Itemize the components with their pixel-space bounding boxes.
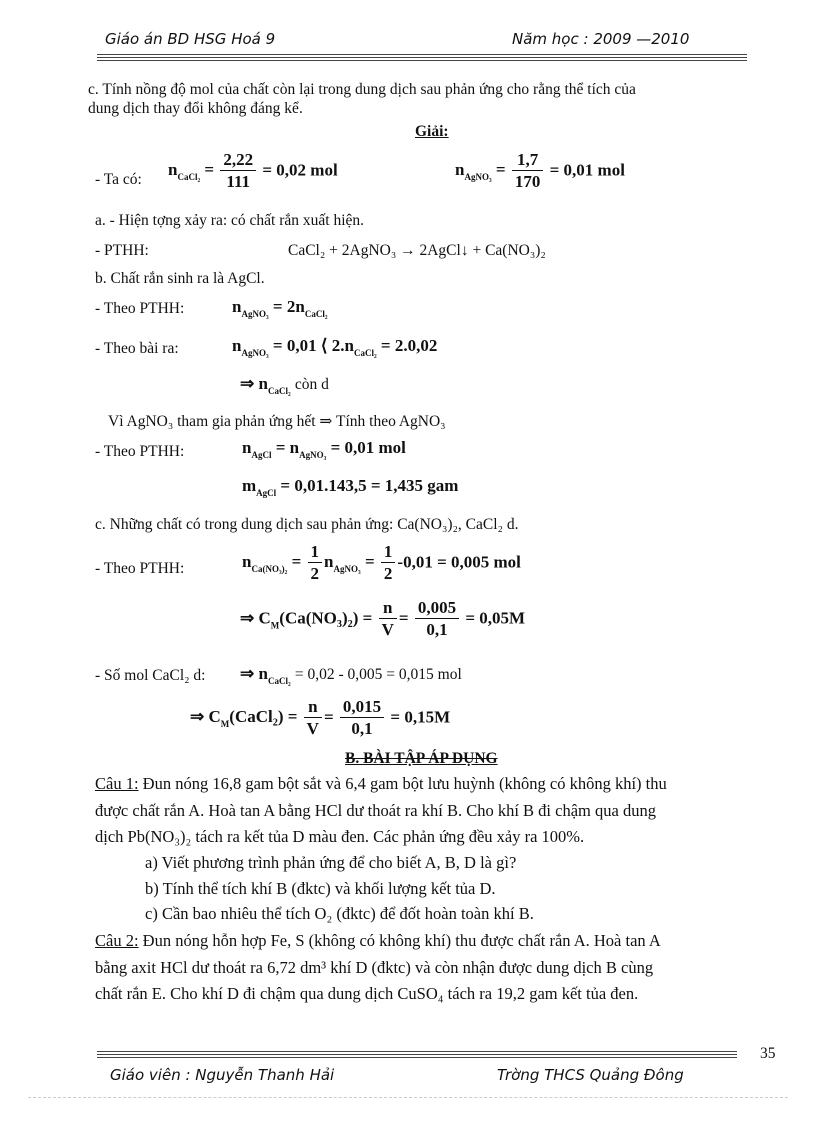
header-rule-3	[97, 60, 747, 61]
theo-pthh-label-2: - Theo PTHH:	[95, 443, 185, 460]
theo-pthh-expr-1: $n_{AgNO_3} = 2n_{CaCl_2}$	[232, 297, 328, 319]
theo-pthh-label-3: - Theo PTHH:	[95, 560, 185, 577]
cau1-item-a: a) Viết phương trình phản ứng để cho biết A, B, D là gì?	[145, 853, 517, 872]
exercises-heading: B. BÀI TẬP ÁP DỤNG	[345, 750, 498, 767]
header-left: Giáo án BD HSG Hoá 9	[105, 30, 276, 48]
vi-line: Vì AgNO₃ tham gia phản ứng hết ⇒ Tính theo AgNO₃	[108, 413, 446, 430]
footer-right: Trờng THCS Quảng Đông	[497, 1066, 684, 1084]
n-cacl2-fraction: $\frac{2,22}{111}$	[220, 150, 256, 193]
cau2-line-2: bằng axit HCl dư thoát ra 6,72 dm³ khí D (đktc) và còn nhận được dung dịch B cùng	[95, 958, 654, 977]
part-c-line-1: c. Tính nồng độ mol của chất còn lại trong dung dịch sau phản ứng cho rằng thể tích của	[88, 81, 636, 98]
cau2-label: Câu 2:	[95, 931, 139, 950]
con-du-line: ⇒ $n_{CaCl_2}$ còn d	[240, 374, 329, 396]
ta-co-label: - Ta có:	[95, 171, 142, 188]
header-right: Năm học : 2009 —2010	[512, 30, 690, 48]
pthh-label: - PTHH:	[95, 242, 149, 259]
part-b-line: b. Chất rắn sinh ra là AgCl.	[95, 270, 265, 287]
part-c2-line: c. Những chất có trong dung dịch sau phản ứng: Ca(NO₃)₂, CaCl₂ d.	[95, 516, 519, 533]
cau1-line-3: dịch Pb(NO₃)₂ tách ra kết tủa D màu đen. Các phản ứng đều xảy ra 100%.	[95, 827, 585, 846]
n-canoo-expr: $n_{Ca(NO_3)_2}$ = $\frac{1}{2}$ $n_{AgNO_3}$ = $\frac{1}{2}$ -0,01 = 0,005 mol	[242, 542, 521, 583]
cau1-line-2: được chất rắn A. Hoà tan A bằng HCl dư thoát ra khí B. Cho khí B đi chậm qua dung	[95, 801, 656, 820]
cau1-item-c: c) Cần bao nhiêu thể tích O₂ (đktc) để đốt hoàn toàn khí B.	[145, 904, 534, 923]
header-rule-2	[97, 57, 747, 58]
footer-rule-3	[97, 1057, 737, 1058]
page-number: 35	[760, 1045, 776, 1062]
footer-rule-1	[97, 1051, 737, 1052]
footer-rule-2	[97, 1054, 737, 1055]
reaction-equation: CaCl₂ + 2AgNO₃ → 2AgCl↓ + Ca(NO₃)₂	[288, 242, 546, 259]
so-mol-expr: ⇒ $n_{CaCl_2} = 0,02 - 0,005 = 0,015$ mol	[240, 664, 462, 686]
n-agno3-fraction: $\frac{1,7}{170}$	[512, 150, 544, 193]
cau2-line-3: chất rắn E. Cho khí D đi chậm qua dung dịch CuSO₄ tách ra 19,2 gam kết tủa đen.	[95, 984, 639, 1003]
cau1-item-b: b) Tính thể tích khí B (đktc) và khối lượng kết tủa D.	[145, 879, 496, 898]
part-c-line-2: dung dịch thay đổi không đáng kể.	[88, 100, 303, 117]
footer-left: Giáo viên : Nguyễn Thanh Hải	[110, 1066, 335, 1084]
cau2-line-1: Câu 2: Đun nóng hỗn hợp Fe, S (không có không khí) thu được chất rắn A. Hoà tan A	[95, 931, 661, 950]
so-mol-label: - Số mol CaCl₂ d:	[95, 667, 206, 684]
cm-cano3-expr: ⇒ $C_M(Ca(NO_3)_2)$ = $\frac{n}{V}$ = $\frac{0,005}{0,1}$ = 0,05M	[240, 598, 526, 639]
n-agno3-formula: $n_{AgNO_3}$ = $\frac{1,7}{170}$ = 0,01 mol	[455, 150, 625, 191]
theo-bai-ra-label: - Theo bài ra:	[95, 340, 179, 357]
cau1-line-1: Câu 1: Đun nóng 16,8 gam bột sắt và 6,4 gam bột lưu huỳnh (không có không khí) thu	[95, 774, 667, 793]
solution-heading: Giải:	[415, 123, 449, 140]
cau1-label: Câu 1:	[95, 774, 139, 793]
theo-pthh-label-1: - Theo PTHH:	[95, 300, 185, 317]
n-agcl-expr: $n_{AgCl} = n_{AgNO_3} = 0,01$ mol	[242, 438, 406, 460]
hien-tuong-line: a. - Hiện tợng xảy ra: có chất rắn xuất hiện.	[95, 212, 365, 229]
theo-bai-ra-expr: $n_{AgNO_3} = 0,01$ ⟨ $2.n_{CaCl_2} = 2.0,02$	[232, 336, 438, 358]
n-cacl2-formula: $n_{CaCl_2}$ = $\frac{2,22}{111}$ = 0,02 mol	[168, 150, 338, 191]
m-agcl-expr: $m_{AgCl} = 0,01.143,5 = 1,435$ gam	[242, 476, 459, 498]
header-rule-1	[97, 54, 747, 55]
page-bottom-divider	[28, 1097, 788, 1098]
cm-cacl2-expr: ⇒ $C_M(CaCl_2)$ = $\frac{n}{V}$ = $\frac{0,015}{0,1}$ = 0,15M	[190, 697, 451, 738]
